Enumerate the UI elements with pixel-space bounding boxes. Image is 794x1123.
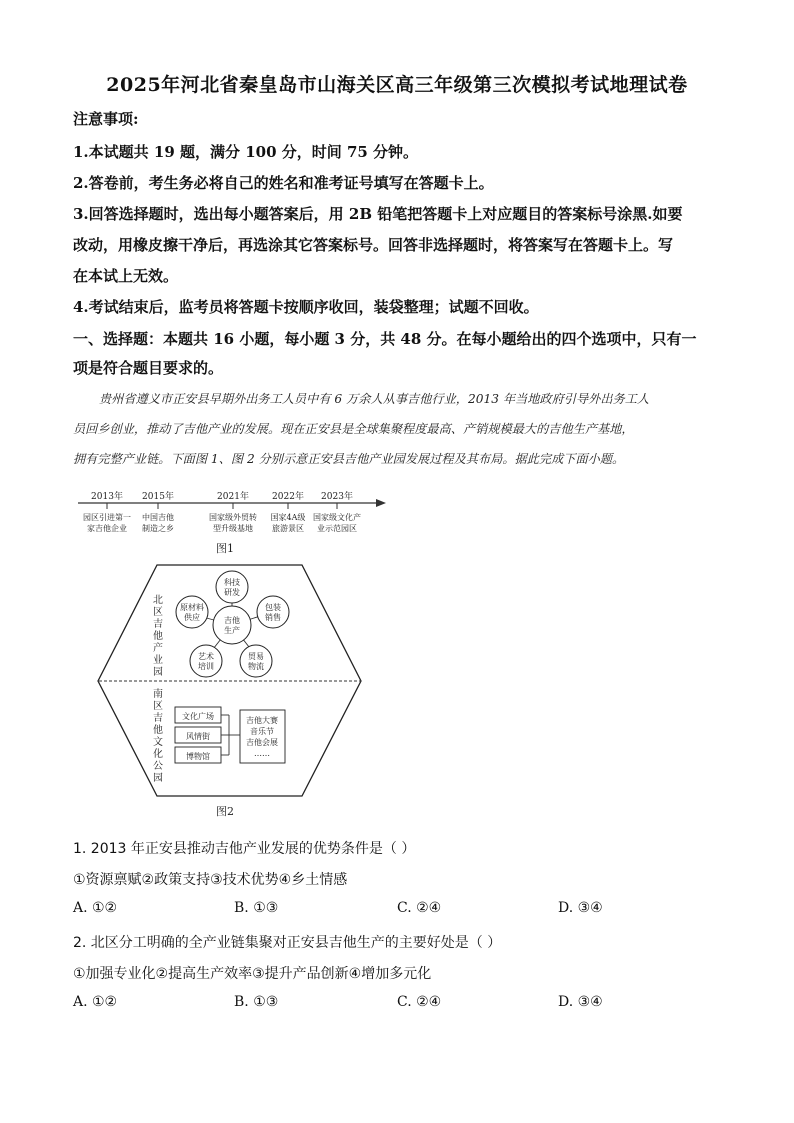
event-label: 吉他会展: [246, 738, 278, 747]
question-1-items: ①资源禀赋②政策支持③技术优势④乡土情感: [73, 872, 348, 888]
timeline-event-1: [142, 490, 174, 533]
timeline-label: 国家级文化产: [313, 513, 361, 522]
svg-text:培训: 培训: [198, 662, 214, 671]
timeline-label: 型升级基地: [213, 524, 253, 533]
event-label: 吉他大赛: [246, 716, 278, 725]
notice-item: 4.考试结束后，监考员将答题卡按顺序收回，装袋整理；试题不回收。: [73, 298, 539, 316]
venue-label: 文化广场: [182, 712, 214, 721]
timeline-event-3: [271, 490, 306, 533]
svg-text:物流: 物流: [248, 662, 264, 671]
timeline-label: 家吉他企业: [87, 524, 127, 533]
event-label: 音乐节: [250, 727, 274, 736]
svg-text:公: 公: [153, 761, 163, 772]
figure2-diagram: [95, 560, 365, 822]
notice-item: 2.答卷前，考生务必将自己的姓名和准考证号填写在答题卡上。: [73, 174, 494, 192]
timeline-year: 2022年: [272, 492, 304, 502]
figure1-caption: 图1: [216, 542, 234, 555]
timeline-arrow-icon: [376, 499, 386, 507]
question-1-option-c[interactable]: C. ②④: [397, 900, 442, 916]
venue-connector: [221, 715, 240, 755]
passage-line: 拥有完整产业链。下面图 1、图 2 分别示意正安县吉他产业园发展过程及其布局。据此完成下面小题。: [73, 452, 625, 466]
figure2-caption: 图2: [216, 805, 234, 818]
timeline-label: 园区引进第一: [83, 513, 131, 522]
venue-label: 博物馆: [186, 752, 210, 761]
venue-label: 风情街: [186, 732, 210, 741]
svg-text:区: 区: [153, 701, 163, 712]
timeline-label: 中国吉他: [142, 513, 174, 522]
svg-text:北: 北: [153, 595, 163, 606]
timeline-year: 2013年: [91, 492, 123, 502]
svg-text:研发: 研发: [224, 588, 240, 597]
question-1-option-b[interactable]: B. ①③: [234, 900, 279, 916]
svg-text:园: 园: [153, 773, 163, 784]
svg-text:吉他: 吉他: [224, 616, 240, 625]
passage-line: 员回乡创业，推动了吉他产业的发展。现在正安县是全球集聚程度最高、产销规模最大的吉他生产基地，: [73, 422, 634, 436]
svg-text:他: 他: [153, 631, 163, 642]
svg-text:科技: 科技: [224, 578, 240, 587]
question-1-option-d[interactable]: D. ③④: [558, 900, 603, 916]
question-1-stem: 1. 2013 年正安县推动吉他产业发展的优势条件是（ ）: [73, 841, 416, 857]
section-heading: 一、选择题：本题共 16 小题，每小题 3 分，共 48 分。在每小题给出的四个选项中，只有一: [73, 330, 697, 348]
question-2-items: ①加强专业化②提高生产效率③提升产品创新④增加多元化: [73, 966, 432, 982]
svg-text:艺术: 艺术: [198, 652, 214, 661]
svg-text:产: 产: [153, 643, 163, 654]
timeline-year: 2023年: [321, 492, 353, 502]
south-zone-label: [153, 687, 163, 784]
svg-text:文: 文: [153, 737, 163, 748]
notice-item: 改动，用橡皮擦干净后，再选涂其它答案标号。回答非选择题时，将答案写在答题卡上。写: [73, 236, 674, 254]
question-2-option-a[interactable]: A. ①②: [73, 994, 118, 1010]
node-packaging-sales: [257, 596, 289, 628]
node-trade-logistics: [240, 645, 272, 677]
svg-text:南: 南: [153, 689, 163, 700]
timeline-label: 国家级外贸转: [209, 513, 257, 522]
svg-text:园: 园: [153, 667, 163, 678]
notice-item: 1.本试题共 19 题，满分 100 分，时间 75 分钟。: [73, 143, 419, 161]
question-2-option-b[interactable]: B. ①③: [234, 994, 279, 1010]
timeline-year: 2015年: [142, 492, 174, 502]
timeline-label: 国家4A级: [270, 513, 306, 522]
question-2-option-c[interactable]: C. ②④: [397, 994, 442, 1010]
notice-item: 在本试上无效。: [73, 267, 179, 285]
svg-text:贸易: 贸易: [248, 652, 264, 661]
timeline-label: 业示范园区: [317, 524, 357, 533]
question-2-stem: 2. 北区分工明确的全产业链集聚对正安县吉他生产的主要好处是（ ）: [73, 935, 502, 951]
event-box: [240, 710, 285, 763]
venue-list: [175, 707, 221, 763]
timeline-event-2: [209, 490, 257, 533]
svg-text:他: 他: [153, 725, 163, 736]
passage: [73, 384, 733, 474]
node-guitar-production: [213, 606, 251, 644]
node-art-training: [190, 645, 222, 677]
timeline-label: 制造之乡: [142, 524, 174, 533]
figure1-timeline: [70, 485, 400, 560]
timeline-event-0: [83, 490, 131, 533]
timeline-year: 2021年: [217, 492, 249, 502]
notice-item: 3.回答选择题时，选出每小题答案后，用 2B 铅笔把答题卡上对应题目的答案标号涂黑.如要: [73, 205, 683, 223]
svg-text:吉: 吉: [153, 619, 163, 630]
node-raw-materials: [176, 596, 208, 628]
event-label: ……: [254, 749, 270, 758]
section-heading-cont: 项是符合题目要求的。: [73, 359, 224, 377]
node-rnd: [216, 571, 248, 603]
svg-text:吉: 吉: [153, 713, 163, 724]
svg-text:化: 化: [153, 749, 163, 760]
svg-text:业: 业: [153, 655, 163, 666]
svg-text:供应: 供应: [184, 613, 200, 622]
passage-line: 贵州省遵义市正安县早期外出务工人员中有 6 万余人从事吉他行业，2013 年当地政府引导外出务工人: [99, 392, 650, 406]
svg-text:销售: 销售: [265, 613, 281, 622]
exam-title: 2025年河北省秦皇岛市山海关区高三年级第三次模拟考试地理试卷: [106, 74, 688, 96]
svg-text:包装: 包装: [265, 603, 281, 612]
timeline-label: 旅游景区: [272, 524, 304, 533]
question-1-option-a[interactable]: A. ①②: [73, 900, 118, 916]
svg-text:生产: 生产: [224, 626, 240, 635]
question-2-option-d[interactable]: D. ③④: [558, 994, 603, 1010]
notice-heading: 注意事项:: [73, 110, 139, 128]
timeline-event-4: [313, 490, 361, 533]
svg-text:区: 区: [153, 607, 163, 618]
svg-text:原材料: 原材料: [180, 603, 204, 612]
north-zone-label: [153, 594, 163, 678]
